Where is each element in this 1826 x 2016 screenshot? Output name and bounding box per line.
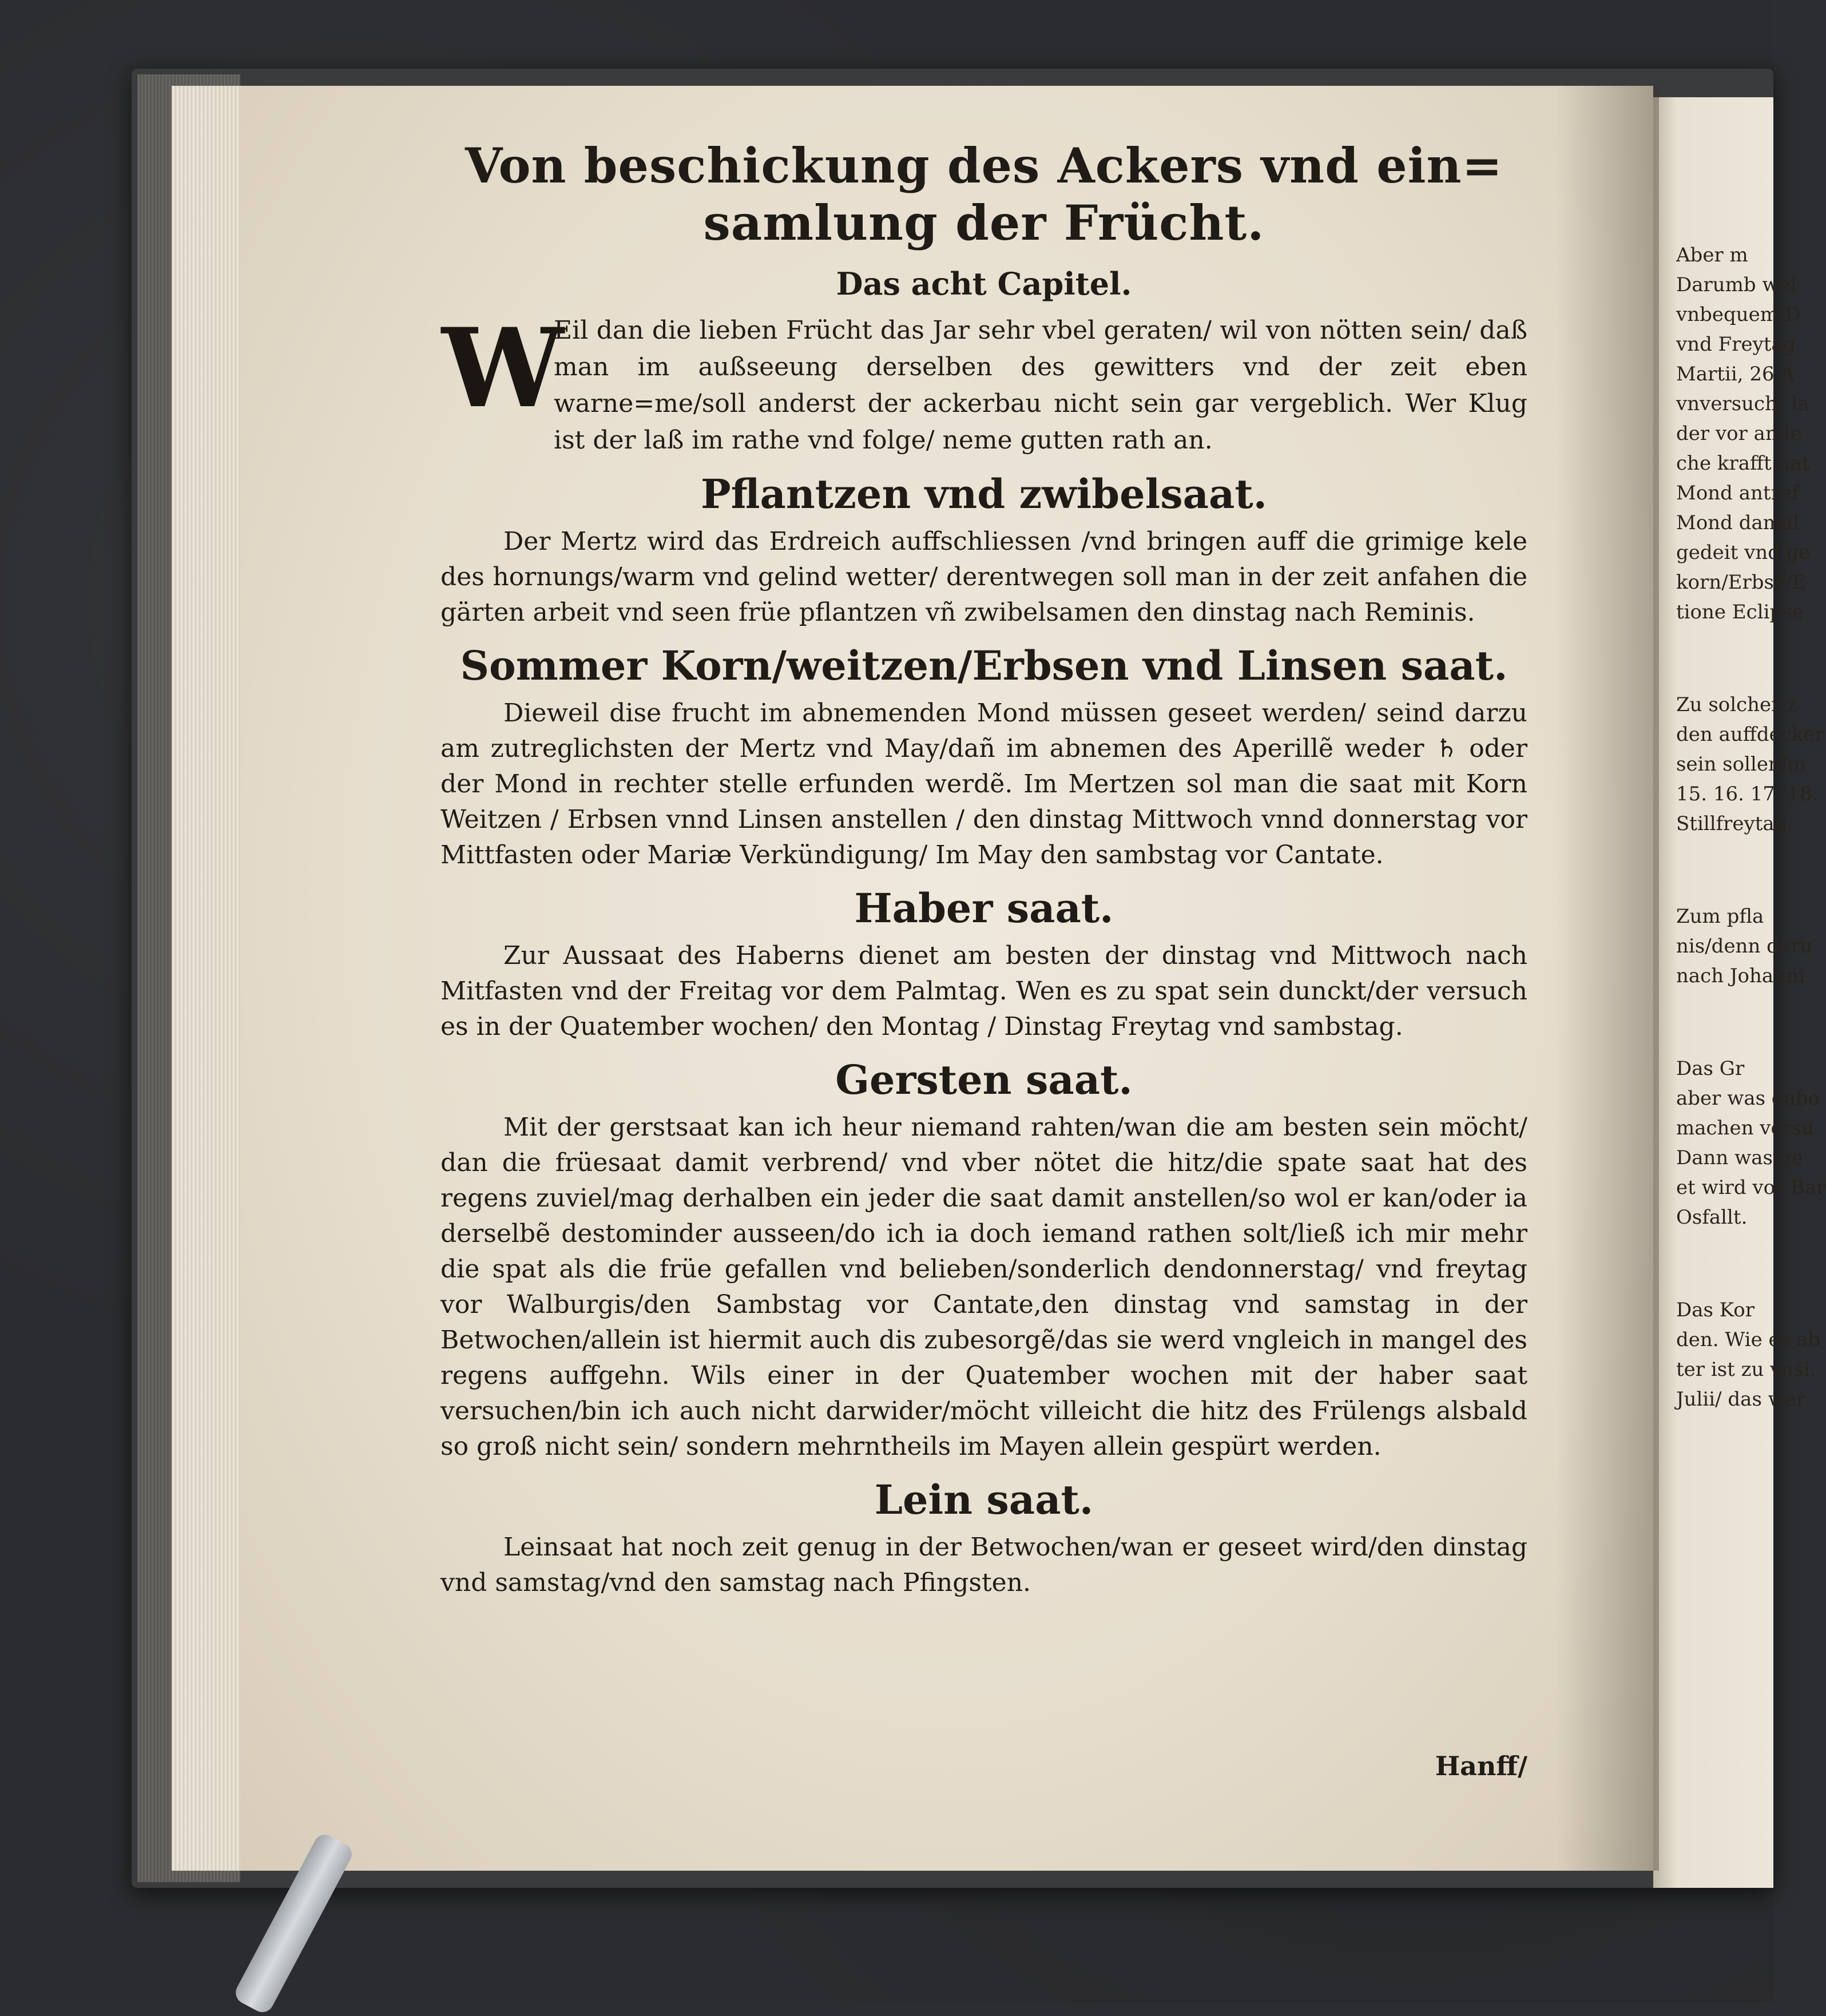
right-page-line: Das Kor: [1676, 1299, 1754, 1321]
right-page-line: gedeit vnd ge: [1676, 541, 1811, 564]
right-page-line: machen versu: [1676, 1117, 1815, 1140]
right-page-line: den auffdecker: [1676, 723, 1824, 746]
right-page-line: Martii, 26 A: [1676, 363, 1795, 386]
intro-text: Eil dan die lieben Frücht das Jar sehr vbel geraten/ wil von nötten sein/ daß man im außseeung derselben des gewitters vnd der zeit eben warne=me/soll anderst der ackerbau nicht sein gar vergeblich. Wer Klug ist der laß im rathe vnd folge/ neme gutten rath an.: [554, 316, 1527, 455]
page-text-block: [440, 137, 1527, 1854]
right-page-line: sein sollen/m: [1676, 753, 1806, 776]
section-paragraph: Zur Aussaat des Haberns dienet am besten der dinstag vnd Mittwoch nach Mitfasten vnd der Freitag vor dem Palmtag. Wen es zu spat sein dunckt/der versuch es in der Quatember wochen/ den Montag / Dinstag Freytag vnd sambstag.: [440, 941, 1527, 1041]
right-page-text-fragments: [1676, 240, 1826, 1414]
right-page-line: nach Johanni: [1676, 965, 1805, 987]
right-page-line: Mond damal: [1676, 511, 1800, 534]
right-page-line: aber was dabo: [1676, 1087, 1820, 1110]
right-page-line: Darumb wei: [1676, 273, 1797, 296]
right-page-line: Stillfreytag.: [1676, 812, 1793, 835]
right-page-line: nis/denn daru: [1676, 935, 1813, 958]
section-paragraph: Dieweil dise frucht im abnemenden Mond müssen geseet werden/ seind darzu am zutreglichsten der Mertz vnd May/dañ im abnemen des Aperillẽ weder ♄ oder der Mond in rechter stelle erfunden werdẽ. Im Mertzen sol man die saat mit Korn Weitzen / Erbsen vnnd Linsen anstellen / den dinstag Mittwoch vnnd donnerstag vor Mittfasten oder Mariæ Verkündigung/ Im May den sambstag vor Cantate.: [440, 699, 1527, 870]
right-page-line: Julii/ das wer: [1676, 1388, 1806, 1411]
right-page-line: Zum pfla: [1676, 905, 1764, 928]
page-title: [440, 137, 1527, 252]
section-heading: Pflantzen vnd zwibelsaat.: [700, 470, 1268, 518]
section-heading: Sommer Korn/weitzen/Erbsen vnd Linsen saat.: [460, 642, 1508, 689]
right-page-line: tione Eclipse: [1676, 601, 1804, 624]
intro-paragraph: [440, 304, 1527, 459]
right-page-line: che krafft hat: [1676, 452, 1810, 475]
section-paragraph: Der Mertz wird das Erdreich auffschliessen /vnd bringen auff die grimige kele des hornungs/warm vnd gelind wetter/ derentwegen soll man in der zeit anfahen die gärten arbeit vnd seen früe pflantzen vñ zwibelsamen den dinstag nach Reminis.: [440, 527, 1527, 627]
right-page-gap: [1676, 1232, 1773, 1295]
catchword: Hanff/: [1435, 1751, 1527, 1781]
gutter-shadow: [1556, 86, 1659, 1871]
right-page-line: 15. 16. 17. 18.: [1676, 783, 1819, 805]
right-page-line: Das Gr: [1676, 1057, 1745, 1080]
right-page-line: vnd Freytag: [1676, 333, 1796, 356]
right-page-gap: [1676, 991, 1773, 1054]
right-page-gap: [1676, 839, 1773, 902]
chapter-heading: Das acht Capitel.: [836, 265, 1132, 302]
decorated-initial: W: [442, 304, 564, 432]
section-heading: Lein saat.: [874, 1476, 1094, 1523]
right-page-line: vnversucht la: [1676, 392, 1809, 415]
title-line-1: Von beschickung des Ackers vnd ein=: [465, 137, 1503, 194]
right-page-line: et wird vor Bar: [1676, 1176, 1826, 1199]
section-paragraph: Mit der gerstsaat kan ich heur niemand rahten/wan die am besten sein möcht/ dan die früesaat damit verbrend/ vnd vber nötet die hitz/die spate saat hat des regens zuviel/mag derhalben ein jeder die saat damit anstellen/so wol er kan/oder ia derselbẽ destominder ausseen/do ich ia doch iemand rathen solt/ließ ich mir mehr die spat als die früe gefallen vnd belieben/sonderlich dendonnerstag/ vnd freytag vor Walburgis/den Sambstag vor Cantate,den dinstag vnd samstag in der Betwochen/allein ist hiermit auch dis zubesorgẽ/das sie werd vngleich in mangel des regens auffgehn. Wils einer in der Quatember wochen mit der haber saat versuchen/bin ich auch nicht darwider/möcht villeicht die hitz des Frülengs alsbald so groß nicht sein/ sondern mehrntheils im Mayen allein gespürt werden.: [440, 1113, 1527, 1461]
section-heading: Haber saat.: [854, 884, 1114, 932]
right-page-line: ter ist zu vnsi.: [1676, 1358, 1816, 1381]
right-page-line: Osfallt.: [1676, 1206, 1748, 1229]
right-page-line: Aber m: [1676, 244, 1748, 267]
right-page-line: Zu solcher z: [1676, 693, 1797, 716]
section-heading: Gersten saat.: [835, 1056, 1133, 1104]
right-page-line: den. Wie es ab: [1676, 1328, 1820, 1351]
section-paragraph: Leinsaat hat noch zeit genug in der Betwochen/wan er geseet wird/den dinstag vnd samstag/vnd den samstag nach Pfingsten.: [440, 1533, 1527, 1597]
title-line-2: samlung der Frücht.: [703, 195, 1265, 251]
right-page-line: der vor ande: [1676, 422, 1802, 445]
right-page-line: Mond antref: [1676, 482, 1799, 505]
right-page-line: Dann was ge: [1676, 1146, 1803, 1169]
right-page-gap: [1676, 627, 1773, 690]
right-page-line: korn/Erbse/E: [1676, 571, 1807, 594]
right-page-line: vnbequem/D: [1676, 303, 1801, 326]
